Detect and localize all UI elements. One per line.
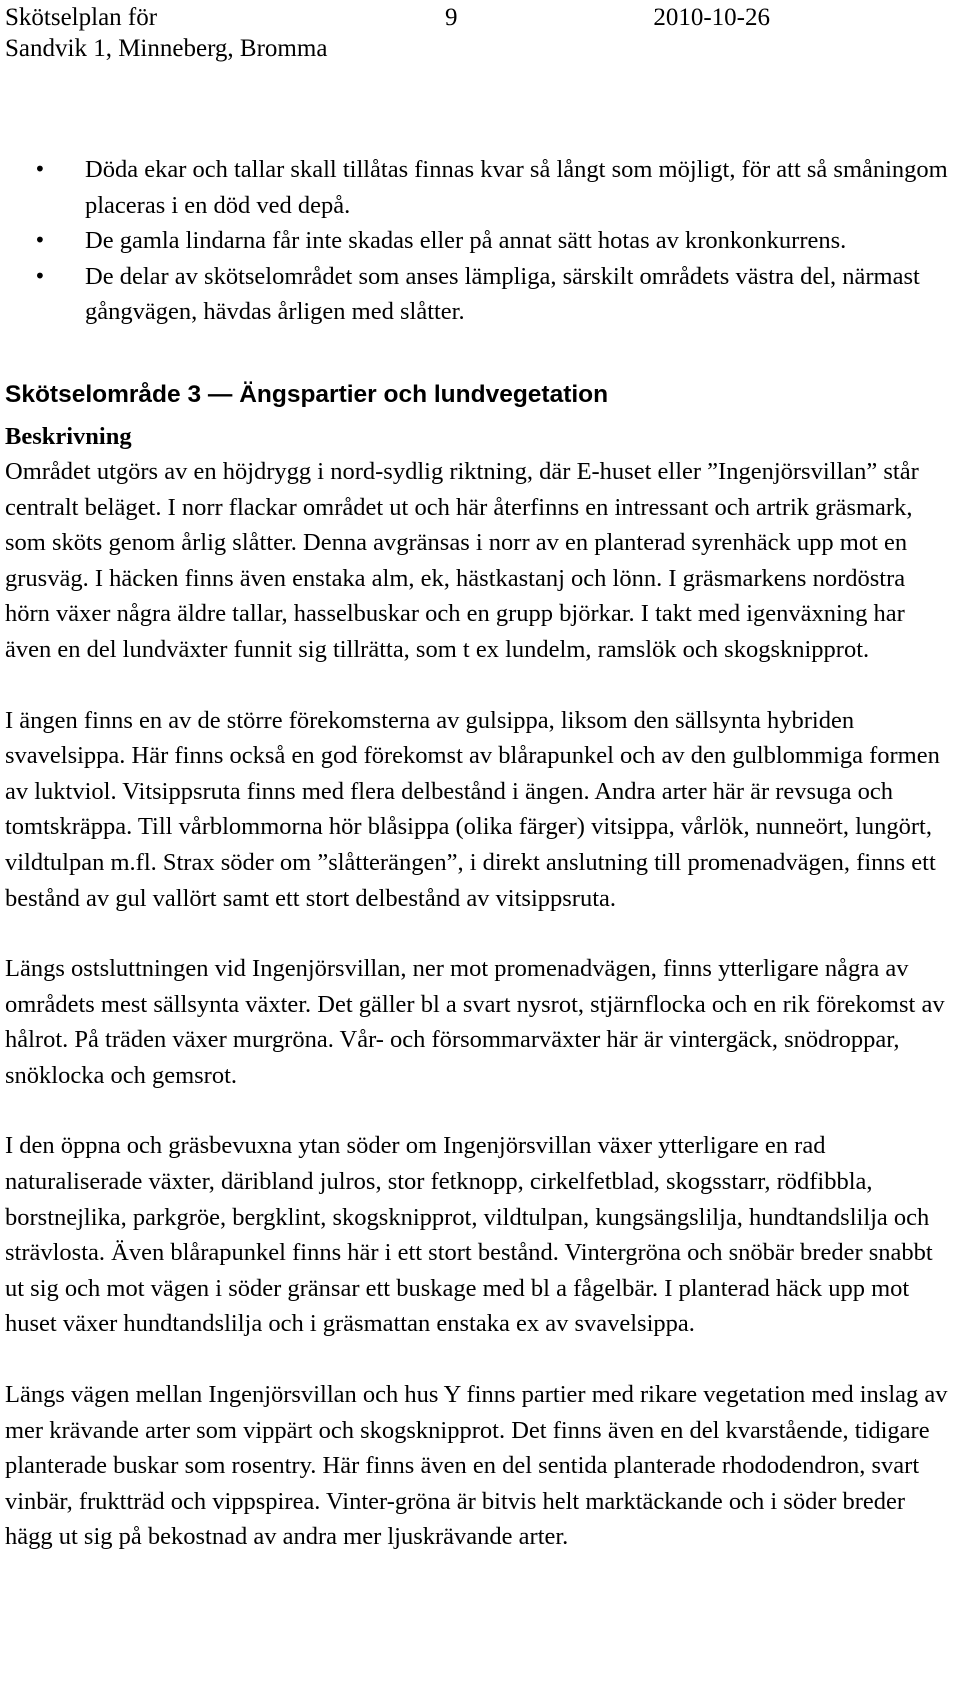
bullet-icon: • xyxy=(34,263,46,288)
page-number: 9 xyxy=(445,4,458,31)
bullet-item xyxy=(5,152,955,223)
page-content xyxy=(5,152,955,1590)
paragraph: Längs vägen mellan Ingenjörsvillan och hus Y finns partier med rikare vegetation med inslag av mer krävande arter som vippärt och skogsknipprot. Det finns även en del kvarstående, tidigare planterade buskar som rosentry. Här finns även en del sentida planterade rhododendron, svart vinbär, fruktträd och vippspirea. Vinter-gröna är bitvis helt marktäckande och i söder breder hägg ut sig på bekostnad av andra mer ljuskrävande arter. xyxy=(5,1381,948,1551)
bullet-item xyxy=(5,223,955,259)
bullet-text: De gamla lindarna får inte skadas eller på annat sätt hotas av kronkonkurrens. xyxy=(85,227,847,255)
bullet-list xyxy=(5,152,955,330)
paragraph: I den öppna och gräsbevuxna ytan söder om Ingenjörsvillan växer ytterligare en rad naturaliserade växter, däribland julros, stor fetknopp, cirkelfetblad, skogsstarr, rödfibbla, borstnejlika, parkgröe, bergklint, skogsknipprot, vildtulpan, kungsängslilja, hundtandslilja och strävlosta. Även blårapunkel finns här i ett stort bestånd. Vintergröna och snöbär breder snabbt ut sig och mot vägen i söder gränsar ett buskage med bl a fågelbär. I planterad häck upp mot huset växer hundtandslilja och i gräsmattan enstaka ex av svavelsippa. xyxy=(5,1132,933,1338)
bullet-text: Döda ekar och tallar skall tillåtas finnas kvar så långt som möjligt, för att så småningom placeras i en död ved depå. xyxy=(85,156,948,219)
header-title-line-1: Skötselplan för xyxy=(5,4,158,31)
section-subheading: Beskrivning xyxy=(5,422,132,450)
bullet-text: De delar av skötselområdet som anses lämpliga, särskilt områdets västra del, närmast gångvägen, hävdas årligen med slåtter. xyxy=(85,262,920,326)
bullet-item xyxy=(5,259,955,330)
bullet-icon: • xyxy=(34,157,46,181)
paragraph: I ängen finns en av de större förekomsterna av gulsippa, liksom den sällsynta hybriden svavelsippa. Här finns också en god förekomst av blårapunkel och av den gulblommiga formen av luktviol. Vitsippsruta finns med flera delbestånd i ängen. Andra arter här är revsuga och tomtskräppa. Till vårblommorna hör blåsippa (olika färger) vitsippa, vårlök, nunneört, lungört, vildtulpan m.fl. Strax söder om ”slåtterängen”, i direkt anslutning till promenadvägen, finns ett bestånd av gul vallört samt ett stort delbestånd av vitsippsruta. xyxy=(5,706,940,912)
paragraph: Längs ostsluttningen vid Ingenjörsvillan, ner mot promenadvägen, finns ytterligare några av områdets mest sällsynta växter. Det gäller bl a svart nysrot, stjärnflocka och en rik förekomst av hålrot. På träden växer murgröna. Vår- och försommarväxter här är vintergäck, snödroppar, snöklocka och gemsrot. xyxy=(5,955,945,1089)
header-title-line-2: Sandvik 1, Minneberg, Bromma xyxy=(5,35,328,62)
header-title xyxy=(5,2,327,64)
bullet-icon: • xyxy=(34,228,46,253)
section-heading: Skötselområde 3 — Ängspartier och lundvegetation xyxy=(5,380,609,408)
header-date: 2010-10-26 xyxy=(653,4,770,31)
paragraph: Området utgörs av en höjdrygg i nord-sydlig riktning, där E-huset eller ”Ingenjörsvillan” står centralt beläget. I norr flackar området ut och här återfinns en intressant och artrik gräsmark, som sköts genom årlig slåtter. Denna avgränsas i norr av en planterad syrenhäck upp mot en grusväg. I häcken finns även enstaka alm, ek, hästkastanj och lönn. I gräsmarkens nordöstra hörn växer några äldre tallar, hasselbuskar och en grupp björkar. I takt med igenväxning har även en del lundväxter funnit sig tillrätta, som t ex lundelm, ramslök och skogsknipprot. xyxy=(5,457,919,663)
